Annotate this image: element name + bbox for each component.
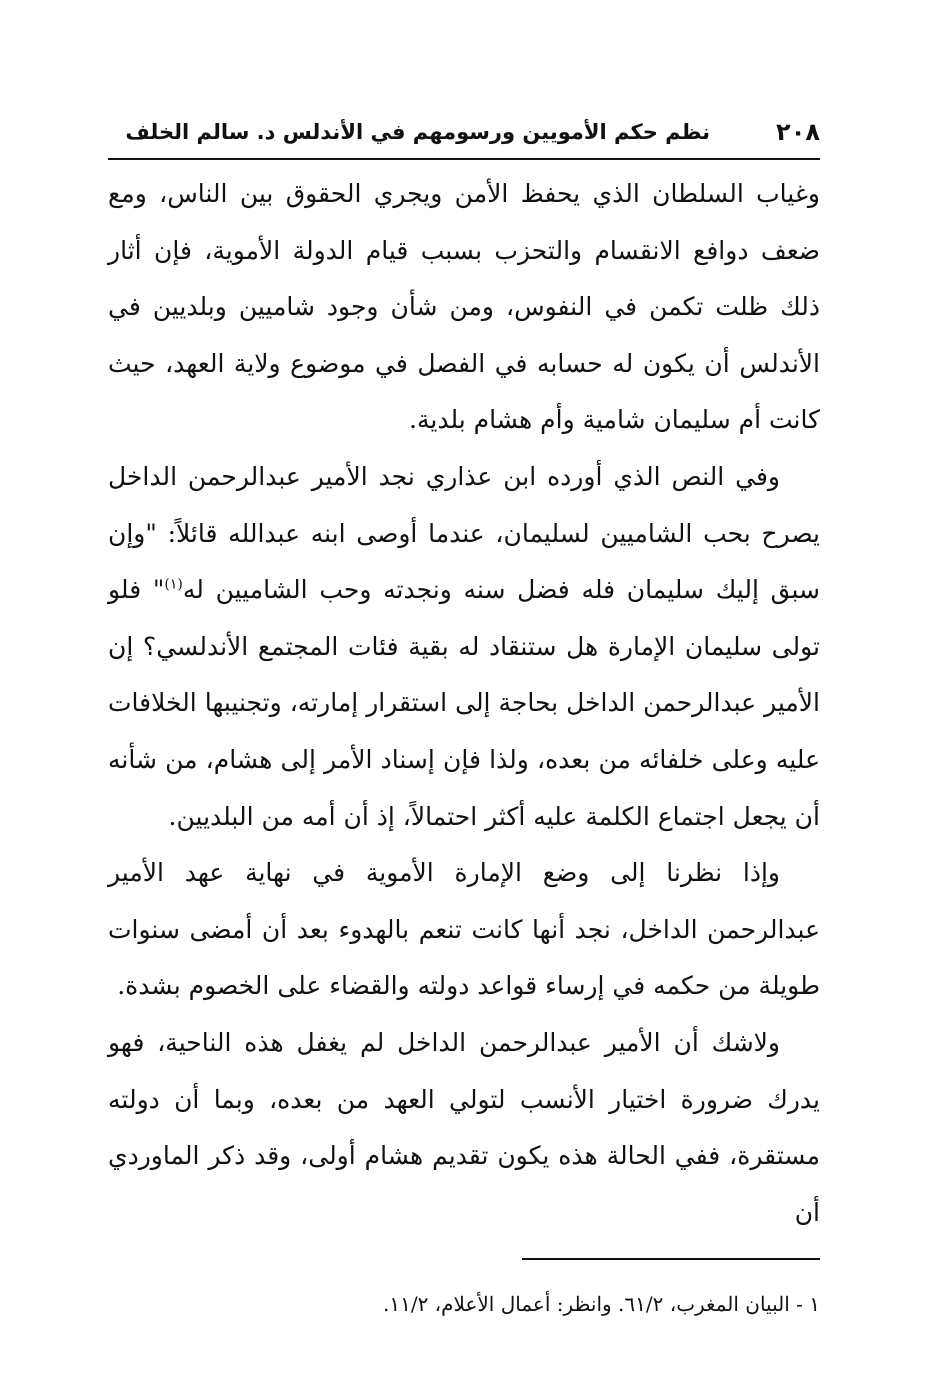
paragraph-3: وإذا نظرنا إلى وضع الإمارة الأموية في نهاية عهد الأمير عبدالرحمن الداخل، نجد أنها كانت تنعم بالهدوء بعد أن أمضى سنوات طويلة من حكمه في إرساء قواعد دولته والقضاء على الخصوم بشدة. bbox=[108, 858, 820, 1001]
paragraph-1: وغياب السلطان الذي يحفظ الأمن ويجري الحقوق بين الناس، ومع ضعف دوافع الانقسام والتحزب بسبب قيام الدولة الأموية، فإن أثار ذلك ظلت تكمن في النفوس، ومن شأن وجود شاميين وبلديين في الأندلس أن يكون له حسابه في الفصل في موضوع ولاية العهد، حيث كانت أم سليمان شامية وأم هشام بلدية. bbox=[108, 179, 820, 435]
running-title: نظم حكم الأمويين ورسومهم في الأندلس د. سالم الخلف bbox=[125, 120, 710, 144]
paragraph-4: ولاشك أن الأمير عبدالرحمن الداخل لم يغفل هذه الناحية، فهو يدرك ضرورة اختيار الأنسب لتولي العهد من بعده، وبما أن دولته مستقرة، ففي الحالة هذه يكون تقديم هشام أولى، وقد ذكر الماوردي أن bbox=[108, 1027, 820, 1227]
paragraph-2 bbox=[108, 449, 820, 845]
header-divider bbox=[108, 158, 820, 160]
page-number: ٢٠٨ bbox=[776, 118, 820, 146]
footnote-reference: (١) bbox=[164, 576, 183, 593]
paragraph-2-text-b: " فلو تولى سليمان الإمارة هل ستنقاد له بقية فئات المجتمع الأندلسي؟ إن الأمير عبدالرحمن الداخل بحاجة إلى استقرار إمارته، وتجنيبها الخلافات عليه وعلى خلفائه من بعده، ولذا فإن إسناد الأمر إلى هشام، من شأنه أن يجعل اجتماع الكلمة عليه أكثر احتمالاً، إذ أن أمه من البلديين. bbox=[108, 575, 820, 831]
paragraph-2-text-a: وفي النص الذي أورده ابن عذاري نجد الأمير عبدالرحمن الداخل يصرح بحب الشاميين لسليمان، عندما أوصى ابنه عبدالله قائلاً: "وإن سبق إليك سليمان فله فضل سنه ونجدته وحب الشاميين له bbox=[108, 461, 820, 605]
main-text bbox=[108, 166, 820, 1241]
footnote: ١ - البيان المغرب، ٦١/٢. وانظر: أعمال الأعلام، ١١/٢. bbox=[382, 1292, 820, 1316]
footnote-divider bbox=[522, 1258, 820, 1260]
running-header bbox=[108, 118, 820, 156]
